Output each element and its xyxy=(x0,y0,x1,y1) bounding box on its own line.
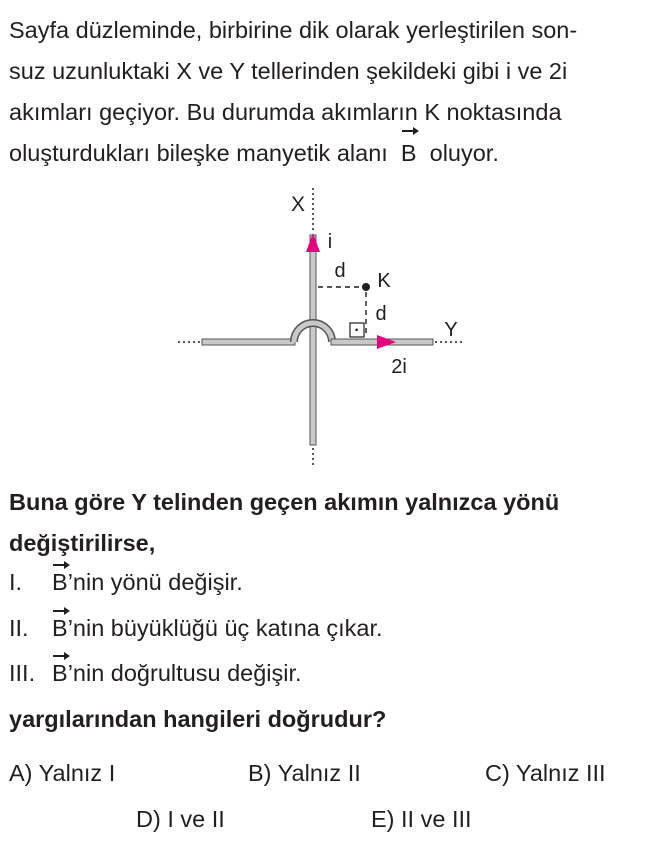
choice-d[interactable]: D) I ve II xyxy=(136,806,225,832)
wire-y-label: Y xyxy=(444,319,458,341)
distance-vertical-label: d xyxy=(375,303,387,325)
statement-1 xyxy=(9,567,243,597)
point-k-label: K xyxy=(377,270,391,292)
question-text xyxy=(9,482,649,564)
point-k xyxy=(362,283,370,291)
statement-2-number: II. xyxy=(9,615,29,641)
stem-line-3: akımları geçiyor. Bu durumda akımların K noktasında xyxy=(9,99,562,125)
statement-3-text: ’nin doğrultusu değişir. xyxy=(67,660,302,686)
question-line-1: Buna göre Y telinden geçen akımın yalnızca yönü xyxy=(9,489,560,515)
wire-diagram xyxy=(170,180,470,470)
statement-1-number: I. xyxy=(9,569,23,595)
statement-2 xyxy=(9,613,383,643)
current-arrow-y xyxy=(377,335,396,349)
vector-b-symbol: B xyxy=(52,615,68,641)
statement-3 xyxy=(9,658,302,688)
statement-2-text: ’nin büyüklüğü üç katına çıkar. xyxy=(67,615,383,641)
statement-3-number: III. xyxy=(9,660,36,686)
current-y-label: 2i xyxy=(391,356,407,378)
vector-b-symbol: B xyxy=(401,133,417,174)
wire-x-label: X xyxy=(290,193,306,216)
stem-line-4-text: oluşturdukları bileşke manyetik alanı xyxy=(9,140,388,166)
current-arrow-x xyxy=(306,233,320,252)
distance-horizontal-label: d xyxy=(334,260,346,282)
vector-b-symbol: B xyxy=(52,569,68,595)
choice-e[interactable]: E) II ve III xyxy=(371,806,472,832)
stem-line-4 xyxy=(9,133,649,174)
right-angle-dot: · xyxy=(354,322,360,339)
current-x-label: i xyxy=(327,231,333,253)
wire-x xyxy=(310,235,316,445)
statement-1-text: ’nin yönü değişir. xyxy=(67,569,243,595)
question-line-2: değiştirilirse, xyxy=(9,530,156,556)
vector-b-symbol: B xyxy=(52,660,68,686)
stem-line-2: suz uzunluktaki X ve Y tellerinden şekildeki gibi i ve 2i xyxy=(9,58,568,84)
question-stem xyxy=(9,10,649,174)
choice-b[interactable]: B) Yalnız II xyxy=(248,760,361,786)
stem-line-4-end: oluyor. xyxy=(429,140,499,166)
stem-line-1: Sayfa düzleminde, birbirine dik olarak yerleştirilen son- xyxy=(9,17,578,43)
question-prompt: yargılarından hangileri doğrudur? xyxy=(9,706,387,732)
choice-c[interactable]: C) Yalnız III xyxy=(485,760,606,786)
choice-a[interactable]: A) Yalnız I xyxy=(9,760,116,786)
wire-y-left xyxy=(202,339,295,345)
